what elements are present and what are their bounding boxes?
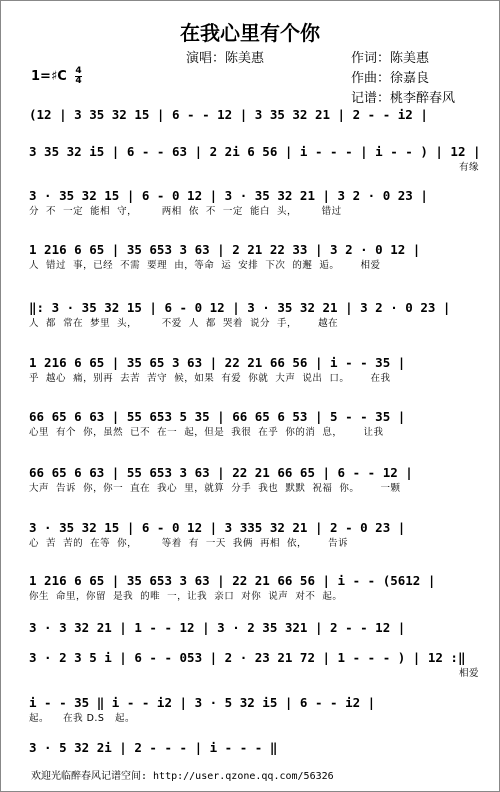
score-system-6 <box>29 354 479 386</box>
score-system-1 <box>29 106 479 138</box>
lyrics-line: 有缘 <box>458 162 479 173</box>
score-system-2 <box>29 143 479 175</box>
notation-line: 3 35 32 i5 | 6 - - 63 | 2 2i 6 56 | i - - - | i - - ) | 12 | <box>29 144 481 159</box>
notation-line: 1 216 6 65 | 35 653 3 63 | 22 21 66 56 | i - - (5612 | <box>29 573 436 588</box>
lyrics-line: 起。 在我 D.S 起。 <box>29 713 136 724</box>
lyrics-line: 大声 告诉 你，你一 直在 我心 里，就算 分手 我也 默默 祝福 你。 一颗 <box>29 483 401 494</box>
singer-credit: 演唱：陈美惠 <box>186 51 265 66</box>
key-text: 1=♯C <box>31 69 67 84</box>
notation-line: 66 65 6 63 | 55 653 3 63 | 22 21 66 65 | 6 - - 12 | <box>29 465 413 480</box>
score-system-5 <box>29 299 479 331</box>
notation-line: 3 · 35 32 15 | 6 - 0 12 | 3 · 35 32 21 | 3 2 · 0 23 | <box>29 188 428 203</box>
notation-line: 1 216 6 65 | 35 65 3 63 | 22 21 66 56 | i - - 35 | <box>29 355 406 370</box>
score-system-3 <box>29 187 479 219</box>
score-system-7 <box>29 408 479 440</box>
score-system-11 <box>29 619 479 651</box>
lyrics-line <box>29 124 479 138</box>
score-system-10 <box>29 572 479 604</box>
lyrics-line: 人 都 常在 梦里 头， 不爱 人 都 哭着 说分 手， 越在 <box>29 318 339 329</box>
footer-credit: 欢迎光临醉春风记谱空间: http://user.qzone.qq.com/56326 <box>31 771 334 782</box>
transcriber-credit: 记谱：桃李醉春风 <box>351 91 456 106</box>
score-system-8 <box>29 464 479 496</box>
lyrics-line: 人 错过 事，已经 不需 要理 由，等命 运 安排 下次 的邂 逅。 相爱 <box>29 260 381 271</box>
notation-line: 3 · 2 3 5 i | 6 - - 053 | 2 · 23 21 72 | 1 - - - ) | 12 :‖ <box>29 650 466 665</box>
lyrics-line: 心里 有个 你，虽然 已不 在一 起，但是 我很 在乎 你的消 息， 让我 <box>29 427 384 438</box>
lyrics-line: 乎 越心 痛，别再 去苦 苦守 候，如果 有爱 你就 大声 说出 口。 在我 <box>29 373 391 384</box>
score-system-4 <box>29 241 479 273</box>
key-signature <box>31 67 82 86</box>
notation-line: 3 · 3 32 21 | 1 - - 12 | 3 · 2 35 321 | 2 - - 12 | <box>29 620 406 635</box>
score-system-12 <box>29 649 479 681</box>
score-system-9 <box>29 519 479 551</box>
composer-credit: 作曲：徐嘉良 <box>351 71 430 86</box>
lyrics-line: 相爱 <box>458 668 479 679</box>
notation-line: 1 216 6 65 | 35 653 3 63 | 2 21 22 33 | 3 2 · 0 12 | <box>29 242 421 257</box>
time-bottom: 4 <box>75 76 82 86</box>
notation-line: (12 | 3 35 32 15 | 6 - - 12 | 3 35 32 21 | 2 - - i2 | <box>29 107 428 122</box>
notation-line: 3 · 35 32 15 | 6 - 0 12 | 3 335 32 21 | 2 - 0 23 | <box>29 520 406 535</box>
notation-line: 3 · 5 32 2i | 2 - - - | i - - - ‖ <box>29 740 278 755</box>
time-signature <box>75 67 81 86</box>
notation-line: i - - 35 ‖ i - - i2 | 3 · 5 32 i5 | 6 - - i2 | <box>29 695 376 710</box>
notation-line: 66 65 6 63 | 55 653 5 35 | 66 65 6 53 | 5 - - 35 | <box>29 409 406 424</box>
song-title: 在我心里有个你 <box>180 21 320 45</box>
lyrics-line: 分 不 一定 能相 守， 两相 依 不 一定 能白 头， 错过 <box>29 206 342 217</box>
lyrics-line: 心 苦 苦的 在等 你， 等着 有 一天 我俩 再相 依， 告诉 <box>29 538 349 549</box>
lyricist-credit: 作词：陈美惠 <box>351 51 430 66</box>
time-top: 4 <box>75 66 82 76</box>
score-system-13 <box>29 694 479 726</box>
notation-line: ‖: 3 · 35 32 15 | 6 - 0 12 | 3 · 35 32 21 | 3 2 · 0 23 | <box>29 300 451 315</box>
lyrics-line: 你生 命里，你留 是我 的唯 一，让我 亲口 对你 说声 对不 起。 <box>29 591 343 602</box>
